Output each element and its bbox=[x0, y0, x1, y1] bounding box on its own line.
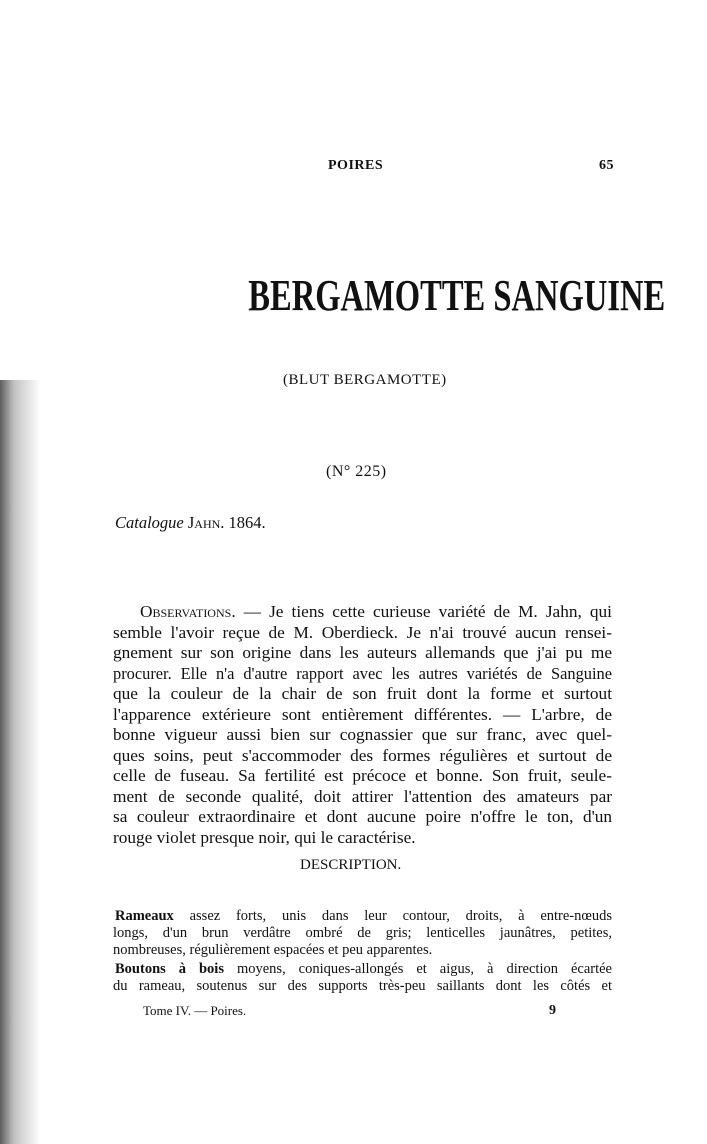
variety-number: (N° 225) bbox=[326, 463, 387, 480]
text-span: moyens, coniques-allongés et aigus, à direction écartée bbox=[236, 961, 612, 977]
text-line: que la couleur de la chair de son fruit dont la forme et surtout bbox=[113, 684, 612, 703]
text-line: l'apparence extérieure sont entièrement différentes. — L'arbre, de bbox=[113, 704, 612, 724]
reference-year: 1864. bbox=[228, 513, 266, 532]
running-title: POIRES bbox=[328, 158, 384, 173]
text-line: du rameau, soutenus sur des supports très-peu saillants dont les côtés et bbox=[113, 978, 612, 994]
text-line: bonne vigueur aussi bien sur cognassier que sur franc, avec quel- bbox=[113, 725, 612, 744]
page-title: BERGAMOTTE SANGUINE bbox=[248, 271, 666, 320]
text-span: — Je tiens cette curieuse variété de M. Jahn, qui bbox=[243, 602, 612, 621]
scan-edge-shadow bbox=[0, 380, 40, 1144]
reference-catalogue: Catalogue bbox=[115, 513, 184, 532]
text-line: sa couleur extraordinaire et dont aucune poire n'offre le ton, d'un bbox=[113, 807, 612, 826]
footer-sheet-number: 9 bbox=[549, 1003, 556, 1018]
text-line: nombreuses, régulièrement espacées et peu apparentes. bbox=[113, 942, 433, 958]
description-heading: DESCRIPTION. bbox=[300, 857, 402, 873]
page-number: 65 bbox=[599, 158, 614, 173]
reference-author: Jahn. bbox=[187, 513, 225, 532]
text-line: ques soins, peut s'accommoder des formes régulières et surtout de bbox=[113, 745, 612, 765]
text-span: assez forts, unis dans leur contour, droits, à entre-nœuds bbox=[189, 908, 612, 924]
text-line: procurer. Elle n'a d'autre rapport avec les autres variétés de Sanguine bbox=[113, 663, 612, 683]
text-line bbox=[115, 908, 612, 925]
text-line: celle de fuseau. Sa fertilité est précoce et bonne. Son fruit, seule- bbox=[113, 766, 612, 785]
text-line: longs, d'un brun verdâtre ombré de gris; lenticelles jaunâtres, petites, bbox=[113, 925, 612, 941]
footer-signature: Tome IV. — Poires. bbox=[143, 1003, 247, 1018]
text-line: ment de seconde qualité, doit attirer l'attention des amateurs par bbox=[113, 786, 612, 806]
text-line: gnement sur son origine dans les auteurs allemands que j'ai pu me bbox=[113, 643, 612, 662]
text-line bbox=[115, 961, 612, 978]
text-line: rouge violet presque noir, qui le caractérise. bbox=[113, 827, 416, 847]
reference bbox=[115, 513, 266, 533]
rameaux-label: Rameaux bbox=[115, 908, 174, 924]
text-line: semble l'avoir reçue de M. Oberdieck. Je n'ai trouvé aucun rensei- bbox=[113, 622, 612, 642]
observations-label: Observations. bbox=[140, 602, 236, 621]
text-line bbox=[140, 602, 612, 622]
boutons-label: Boutons à bois bbox=[115, 961, 224, 977]
subtitle: (BLUT BERGAMOTTE) bbox=[283, 372, 447, 388]
